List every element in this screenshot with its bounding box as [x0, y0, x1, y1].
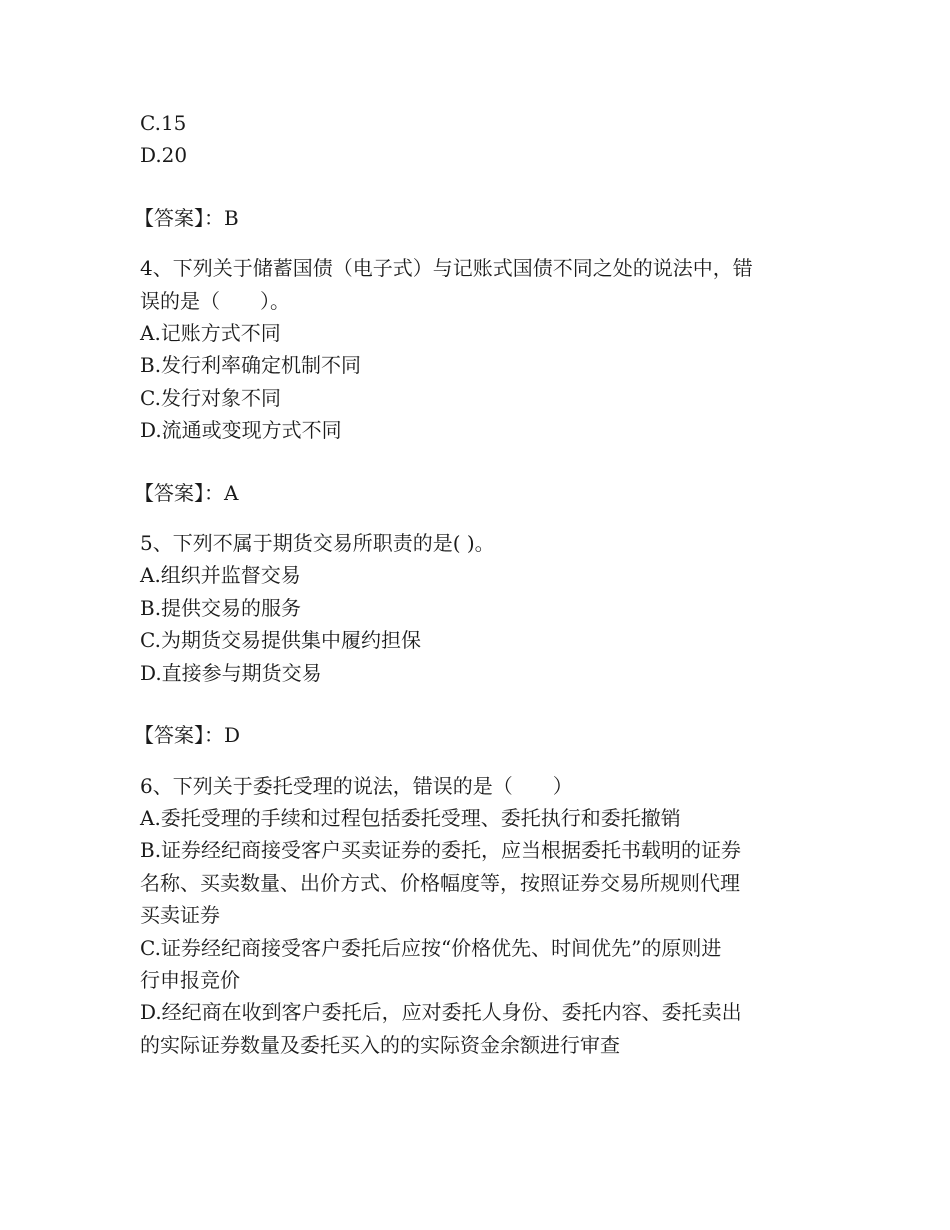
option-d: D.20 [140, 143, 188, 168]
option-b-continued: 名称、买卖数量、出价方式、价格幅度等，按照证券交易所规则代理 [140, 870, 740, 895]
option-b: B.证券经纪商接受客户买卖证券的委托，应当根据委托书载明的证券 [140, 838, 742, 863]
option-d: D.流通或变现方式不同 [140, 418, 342, 443]
option-d-continued: 的实际证券数量及委托买入的的实际资金余额进行审查 [140, 1032, 620, 1057]
prev-question [134, 107, 820, 234]
option-d: D.经纪商在收到客户委托后，应对委托人身份、委托内容、委托卖出 [140, 1000, 742, 1025]
document-page [134, 107, 820, 1061]
question-stem: 4、下列关于储蓄国债（电子式）与记账式国债不同之处的说法中，错 [140, 256, 753, 281]
option-c-continued: 行申报竞价 [140, 967, 240, 992]
question-6 [140, 770, 820, 1062]
option-b: B.发行利率确定机制不同 [140, 353, 362, 378]
question-4 [134, 252, 820, 509]
option-d: D.直接参与期货交易 [140, 660, 322, 685]
option-c: C.为期货交易提供集中履约担保 [140, 628, 421, 653]
option-c: C.发行对象不同 [140, 385, 281, 410]
option-c: C.15 [140, 111, 187, 135]
answer-line: 【答案】：B [134, 205, 239, 230]
option-a: A.委托受理的手续和过程包括委托受理、委托执行和委托撤销 [140, 805, 681, 830]
answer-line: 【答案】：D [134, 723, 241, 748]
answer-line: 【答案】：A [134, 480, 239, 505]
question-stem: 6、下列关于委托受理的说法，错误的是（ ） [140, 773, 573, 798]
option-a: A.记账方式不同 [140, 321, 281, 346]
option-b-continued: 买卖证券 [140, 903, 220, 928]
question-stem: 5、下列不属于期货交易所职责的是( )。 [140, 531, 495, 556]
option-c: C.证券经纪商接受客户委托后应按“价格优先、时间优先”的原则进 [140, 935, 722, 960]
option-a: A.组织并监督交易 [140, 563, 301, 588]
question-5 [134, 527, 820, 751]
question-stem-continued: 误的是（ ）。 [140, 288, 290, 313]
option-b: B.提供交易的服务 [140, 595, 302, 620]
